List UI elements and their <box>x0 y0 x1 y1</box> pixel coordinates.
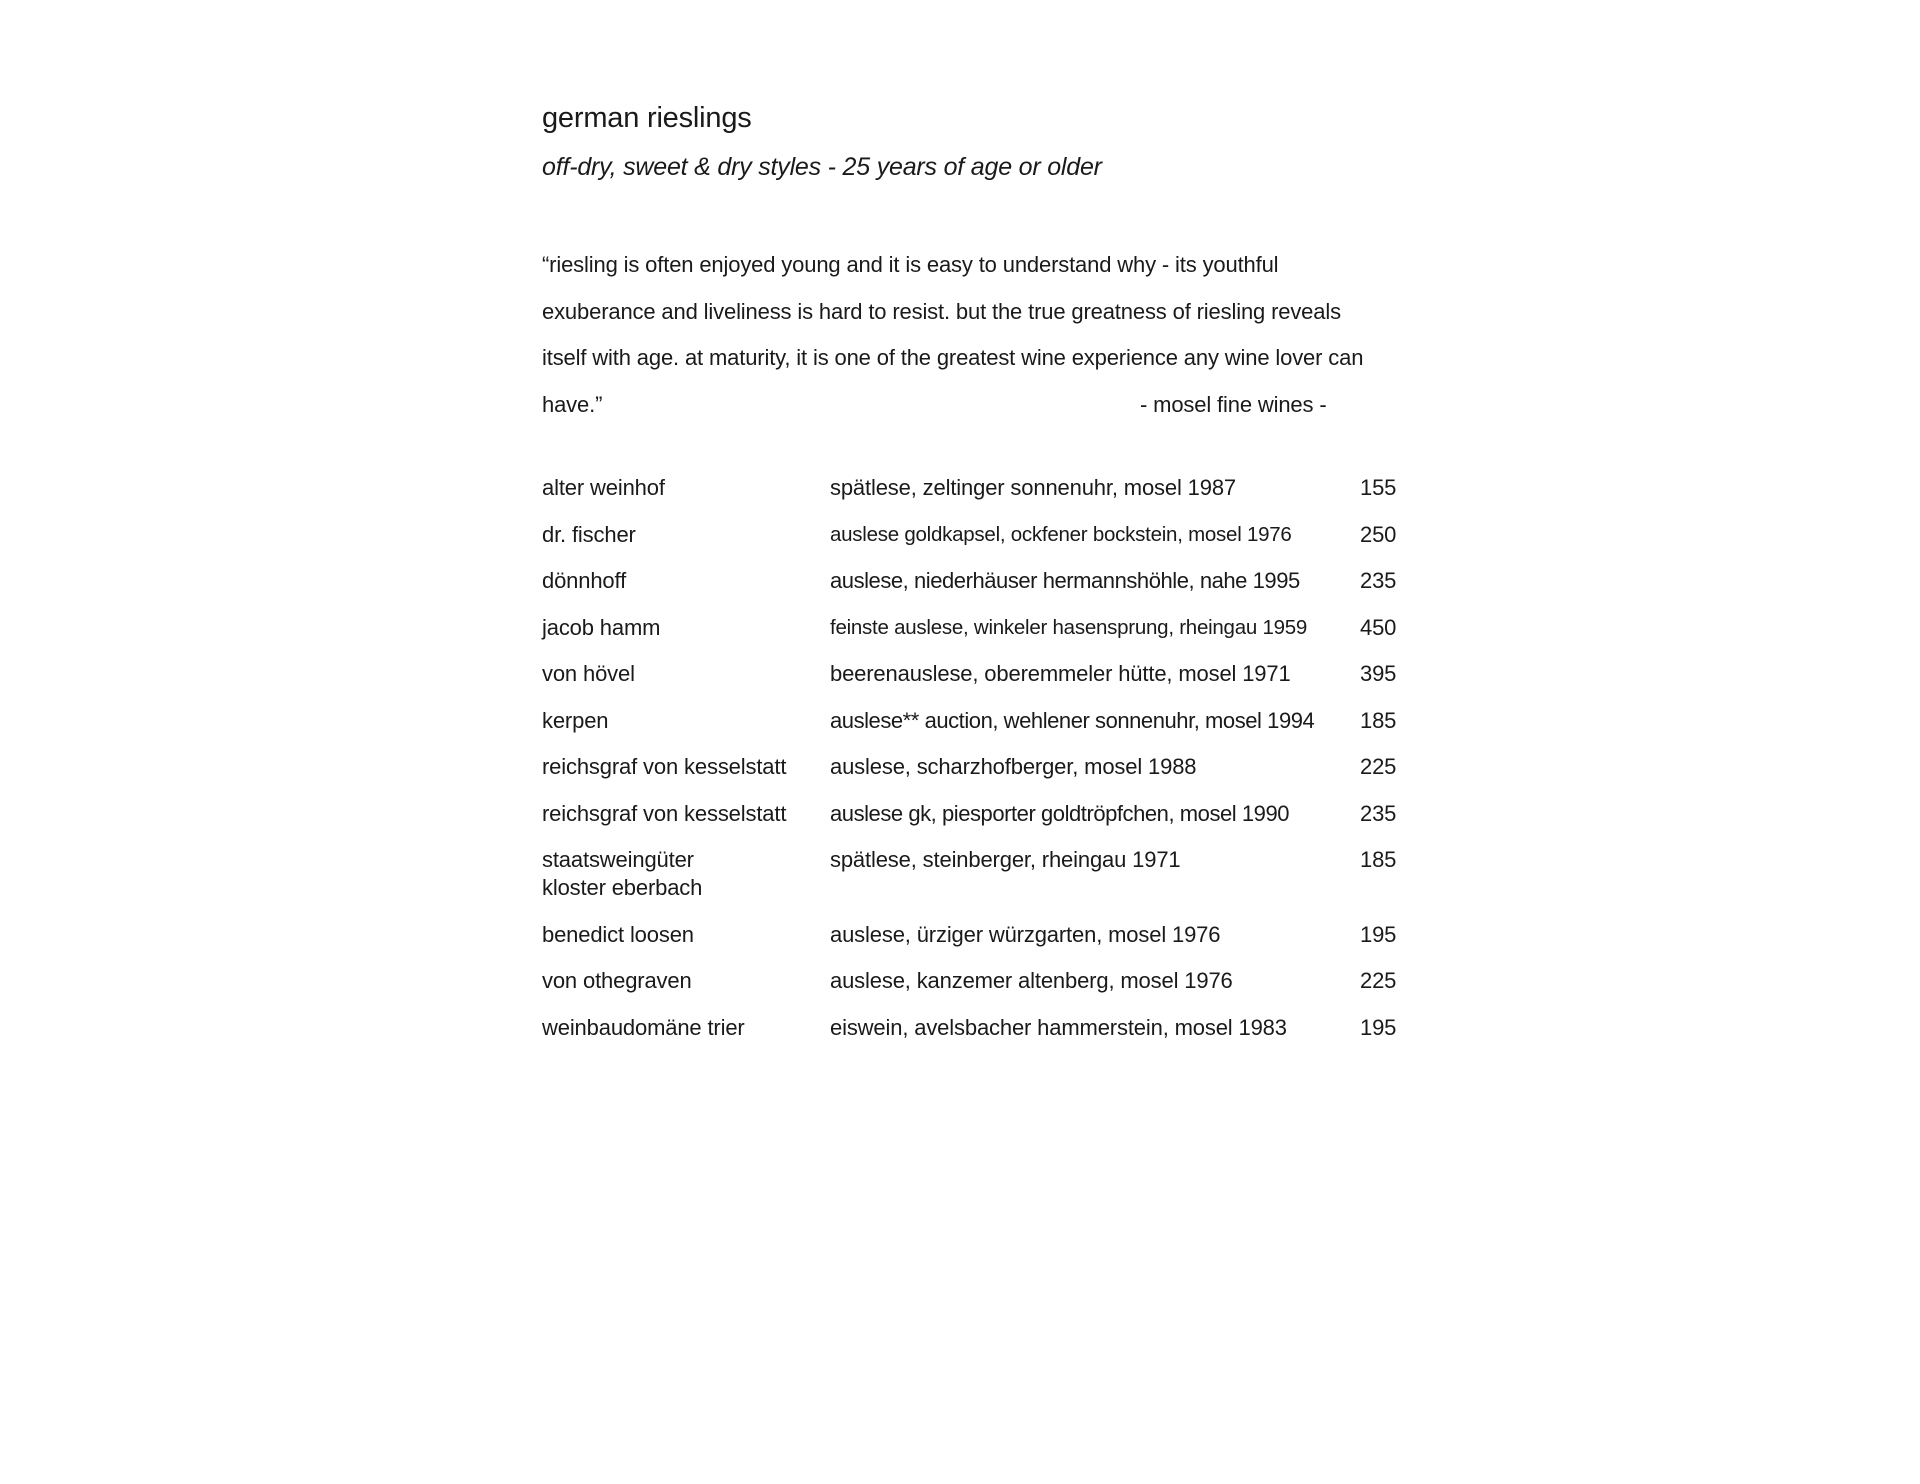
wine-row <box>542 800 1412 828</box>
quote-source: - mosel fine wines - <box>1140 391 1327 417</box>
quote-last-line-row <box>542 382 1412 429</box>
wine-description: auslese, scharzhofberger, mosel 1988 <box>830 754 1197 779</box>
wine-row <box>542 614 1412 642</box>
wine-list-page <box>542 98 1412 1060</box>
wine-description: beerenauslese, oberemmeler hütte, mosel 1971 <box>830 661 1291 686</box>
wine-producer: weinbaudomäne trier <box>542 1014 745 1040</box>
wine-description: spätlese, steinberger, rheingau 1971 <box>830 847 1181 872</box>
wine-description: feinste auslese, winkeler hasensprung, rheingau 1959 <box>830 615 1308 639</box>
wine-price: 185 <box>1360 847 1397 872</box>
wine-price: 450 <box>1360 614 1397 640</box>
wine-producer: reichsgraf von kesselstatt <box>542 754 787 779</box>
quote-line: itself with age. at maturity, it is one of the greatest wine experience any wine lover can <box>542 345 1364 370</box>
wine-price: 250 <box>1360 521 1397 547</box>
wine-price: 235 <box>1360 568 1397 593</box>
wine-description: eiswein, avelsbacher hammerstein, mosel 1983 <box>830 1014 1287 1040</box>
riesling-quote <box>542 242 1412 428</box>
wine-producer-line: kloster eberbach <box>542 875 703 900</box>
wine-producer: jacob hamm <box>542 614 661 640</box>
quote-line: “riesling is often enjoyed young and it is easy to understand why - its youthful <box>542 252 1279 277</box>
wine-price: 395 <box>1360 661 1397 686</box>
wine-row <box>542 846 1412 902</box>
wine-row <box>542 567 1412 595</box>
wine-price: 195 <box>1360 1014 1397 1040</box>
wine-price: 195 <box>1360 921 1397 947</box>
wine-description: auslese goldkapsel, ockfener bockstein, mosel 1976 <box>830 522 1292 546</box>
wine-row <box>542 967 1412 995</box>
wine-producer: dr. fischer <box>542 521 636 547</box>
wine-description: auslese** auction, wehlener sonnenuhr, mosel 1994 <box>830 707 1315 733</box>
wine-price: 225 <box>1360 754 1397 779</box>
quote-line: have.” <box>542 391 603 417</box>
quote-line: exuberance and liveliness is hard to resist. but the true greatness of riesling reveals <box>542 298 1341 324</box>
wine-price: 185 <box>1360 707 1397 733</box>
wine-list <box>542 474 1412 1042</box>
wine-price: 235 <box>1360 800 1397 826</box>
wine-row <box>542 660 1412 688</box>
wine-description: auslese, kanzemer altenberg, mosel 1976 <box>830 968 1233 993</box>
page-title: german rieslings <box>542 102 752 134</box>
wine-producer: dönnhoff <box>542 568 627 593</box>
wine-description: auslese, ürziger würzgarten, mosel 1976 <box>830 921 1221 947</box>
wine-description: auslese, niederhäuser hermannshöhle, nahe 1995 <box>830 568 1300 593</box>
wine-row <box>542 474 1412 502</box>
wine-producer-line: staatsweingüter <box>542 847 694 872</box>
wine-producer: von othegraven <box>542 968 692 993</box>
wine-producer: von hövel <box>542 661 635 686</box>
wine-producer: alter weinhof <box>542 475 665 500</box>
wine-row <box>542 521 1412 549</box>
page-subtitle: off-dry, sweet & dry styles - 25 years of age or older <box>542 153 1102 181</box>
wine-row <box>542 1014 1412 1042</box>
wine-price: 225 <box>1360 968 1397 993</box>
wine-producer: reichsgraf von kesselstatt <box>542 800 787 826</box>
wine-producer <box>542 846 830 902</box>
wine-description: spätlese, zeltinger sonnenuhr, mosel 1987 <box>830 475 1237 500</box>
wine-row <box>542 707 1412 735</box>
wine-producer: kerpen <box>542 707 609 733</box>
wine-description: auslese gk, piesporter goldtröpfchen, mosel 1990 <box>830 800 1290 826</box>
wine-producer: benedict loosen <box>542 921 694 947</box>
wine-price: 155 <box>1360 475 1397 500</box>
wine-row <box>542 921 1412 949</box>
wine-row <box>542 753 1412 781</box>
